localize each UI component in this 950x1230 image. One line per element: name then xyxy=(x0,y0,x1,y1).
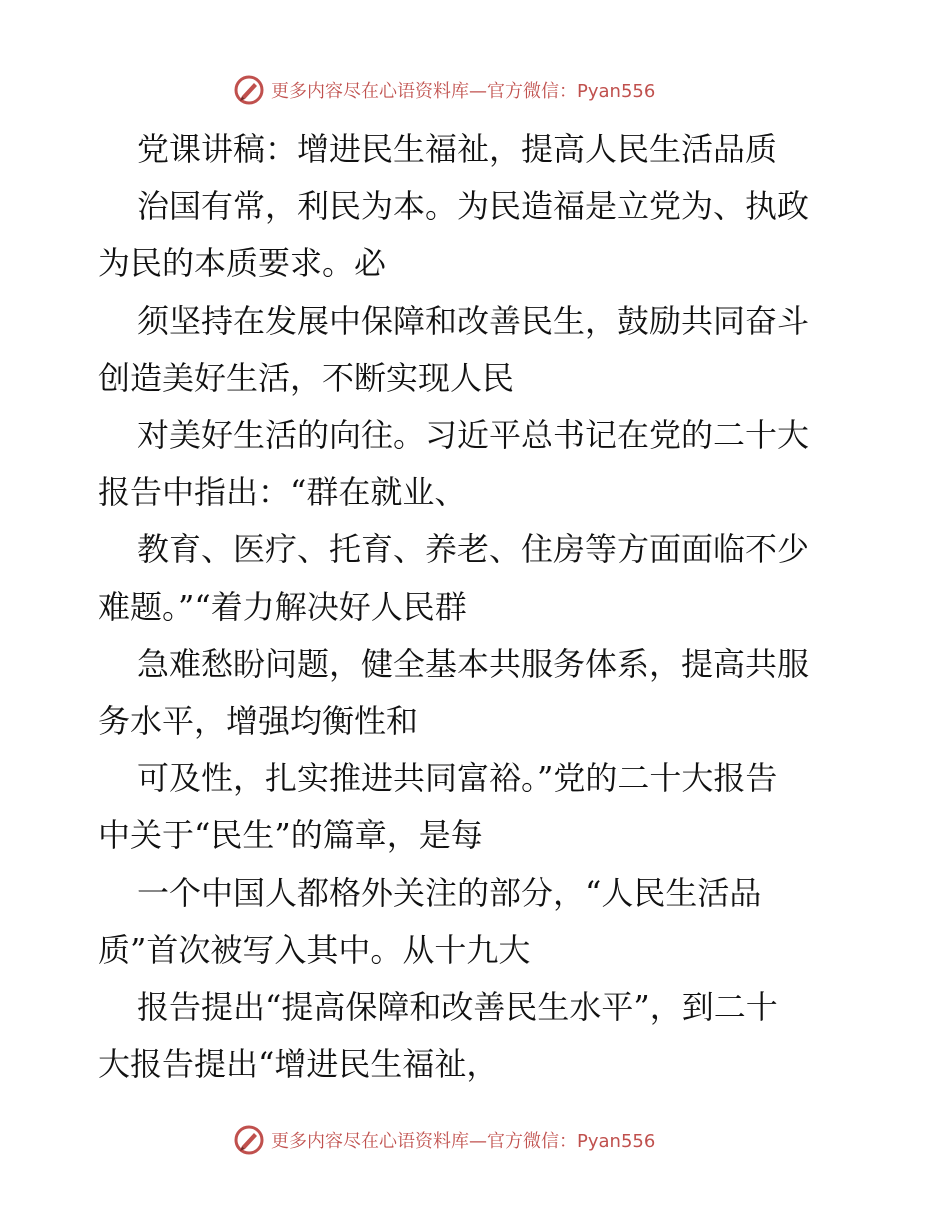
header-watermark-banner xyxy=(233,73,655,107)
footer-watermark-banner xyxy=(233,1123,655,1157)
text-line: 对美好生活的向往。习近平总书记在党的二十大 xyxy=(137,416,810,455)
text-line: 教育、医疗、托育、养老、住房等方面面临不少 xyxy=(137,530,810,569)
text-line: 急难愁盼问题，健全基本共服务体系，提高共服 xyxy=(137,644,810,683)
text-line: 难题。”“着力解决好人民群 xyxy=(98,587,467,626)
text-line: 为民的本质要求。必 xyxy=(98,244,387,283)
text-line: 质”首次被写入其中。从十九大 xyxy=(98,930,531,969)
document-body xyxy=(98,121,858,1093)
text-line: 报告中指出：“群在就业、 xyxy=(98,473,467,512)
text-line: 报告提出“提高保障和改善民生水平”，到二十 xyxy=(137,988,778,1027)
paragraph xyxy=(98,121,858,1093)
text-line: 大报告提出“增进民生福祉， xyxy=(98,1045,499,1084)
text-line: 可及性，扎实推进共同富裕。”党的二十大报告 xyxy=(137,759,778,798)
text-line: 务水平，增强均衡性和 xyxy=(98,702,419,741)
document-title: 党课讲稿：增进民生福祉，提高人民生活品质 xyxy=(137,130,778,168)
text-line: 创造美好生活，不断实现人民 xyxy=(98,358,515,397)
text-line: 治国有常，利民为本。为民造福是立党为、执政 xyxy=(137,187,810,226)
pen-circle-logo-icon xyxy=(233,74,265,106)
watermark-text: 更多内容尽在心语资料库—官方微信：Pyan556 xyxy=(271,1131,656,1152)
text-line: 须坚持在发展中保障和改善民生，鼓励共同奋斗 xyxy=(137,301,810,340)
watermark-text: 更多内容尽在心语资料库—官方微信：Pyan556 xyxy=(271,81,656,102)
text-line: 一个中国人都格外关注的部分，“人民生活品 xyxy=(137,873,762,912)
pen-circle-logo-icon xyxy=(233,1124,265,1156)
text-line: 中关于“民生”的篇章，是每 xyxy=(98,816,483,855)
